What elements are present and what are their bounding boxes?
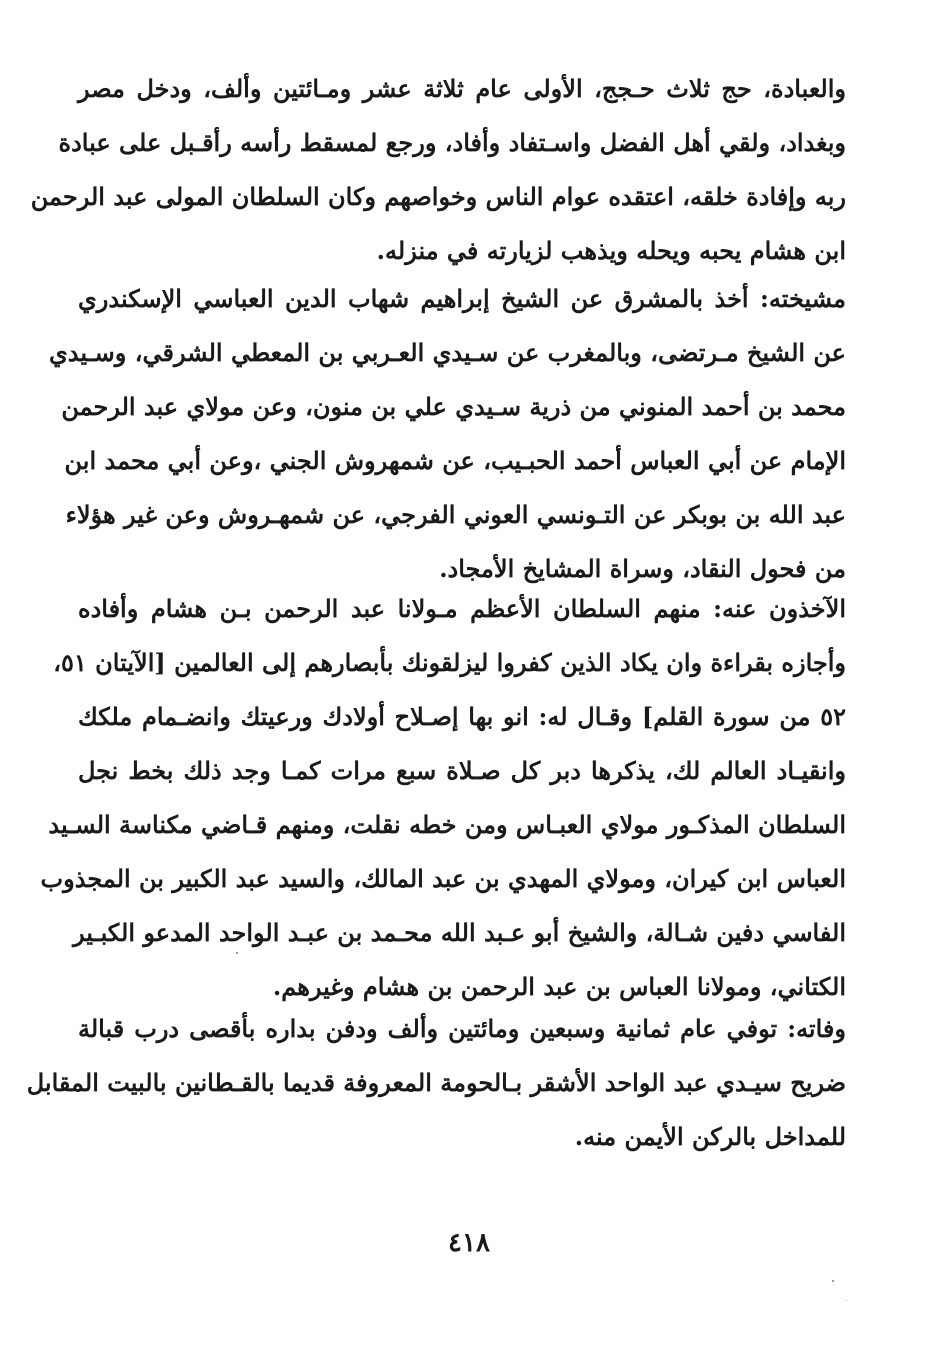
text-line: السلطان المذكـور مولاي العبـاس ومن خطه نقلت، ومنهم قـاضي مكناسة السـيد [48,810,846,839]
paragraph-2 [49,272,846,596]
text-line: مشيخته: أخذ بالمشرق عن الشيخ إبراهيم شهاب الدين العباسي الإسكندري [78,284,846,313]
text-line: ابن هشام يحبه ويحله ويذهب لزيارته في منزله. [376,236,846,265]
text-line: وأجازه بقراءة وان يكاد الذين كفروا ليزلقونك بأبصارهم إلى العالمين [الآيتان ٥١، [53,648,846,677]
paragraph-1 [30,62,846,278]
text-line: محمد بن أحمد المنوني من ذرية سـيدي علي بن منون، وعن مولاي عبد الرحمن [61,392,846,421]
text-line: ضريح سيـدي عبد الواحد الأشقر بـالحومة المعروفة قديما بالقـطانين بالبيت المقابل [26,1068,846,1097]
text-line: عن الشيخ مـرتضى، وبالمغرب عن سـيدي العـربي بن المعطي الشرقي، وسـيدي [49,338,846,367]
scan-speck [832,1280,834,1282]
paragraph-3 [40,582,846,1014]
text-line: العباس ابن كيران، ومولاي المهدي بن عبد المالك، والسيد عبد الكبير بن المجذوب [40,864,846,893]
text-line: الفاسي دفين شـالة، والشيخ أبو عـبد الله محـمد بن عبـد الواحد المدعو الكبـير [73,918,846,947]
scan-speck [236,952,238,954]
paragraph-4 [26,1002,846,1164]
text-line: وبغداد، ولقي أهل الفضل واسـتفاد وأفاد، ورجع لمسقط رأسه رأقـبل على عبادة [58,128,846,157]
text-line: الإمام عن أبي العباس أحمد الحبـيب، عن شمهروش الجني ،وعن أبي محمد ابن [64,446,846,475]
page-number: ٤١٨ [448,1228,490,1258]
text-line: للمداخل بالركن الأيمن منه. [574,1122,846,1151]
text-line: وانقيـاد العالم لك، يذكرها دبر كل صـلاة سبع مرات كمـا وجد ذلك بخط نجل [78,756,846,785]
text-line: وفاته: توفي عام ثمانية وسبعين ومائتين وألف ودفن بداره بأقصى درب قبالة [78,1014,846,1043]
text-line: عبد الله بن بوبكر عن التـونسي العوني الفرجي، عن شمهـروش وعن غير هؤلاء [65,500,846,529]
text-line: ربه وإفادة خلقه، اعتقده عوام الناس وخواصهم وكان السلطان المولى عبد الرحمن [30,182,846,211]
text-line: الكتاني، ومولانا العباس بن عبد الرحمن بن هشام وغيرهم. [272,972,846,1001]
text-line: من فحول النقاد، وسراة المشايخ الأمجاد. [439,554,846,583]
text-line: الآخذون عنه: منهم السلطان الأعظم مـولانا عبد الرحمن بـن هشام وأفاده [78,594,846,623]
text-line: والعبادة، حج ثلاث حـجج، الأولى عام ثلاثة عشر ومـائتين وألف، ودخل مصر [78,74,846,103]
scan-speck [846,1300,847,1301]
text-line: ٥٢ من سورة القلم] وقـال له: انو بها إصـلاح أولادك ورعيتك وانضـمام ملكك [78,702,846,731]
